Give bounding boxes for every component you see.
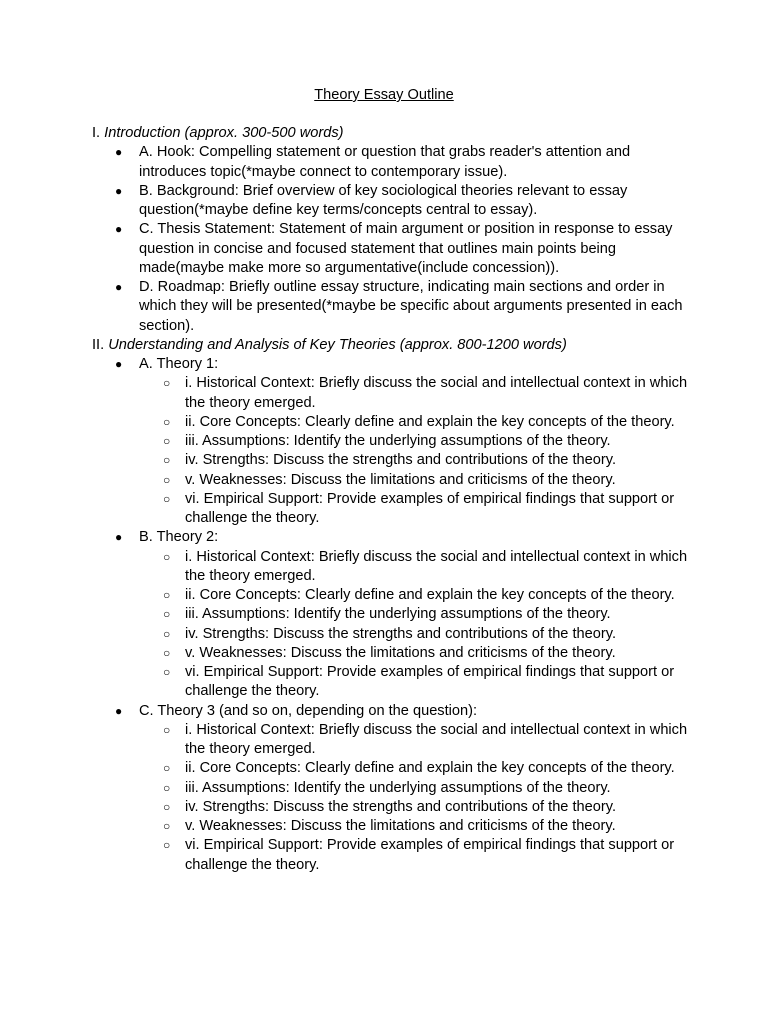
sub-list-item [139, 644, 692, 663]
sub-list-item-text: ii. Core Concepts: Clearly define and explain the key concepts of the theory. [185, 413, 675, 430]
sub-list-item [139, 663, 692, 702]
sub-list-item [139, 586, 692, 605]
sub-list-item-text: vi. Empirical Support: Provide examples of empirical findings that support or challenge the theory. [185, 490, 675, 526]
section-items [92, 355, 692, 875]
list-item-text: B. Background: Brief overview of key sociological theories relevant to essay question(*maybe define key terms/concepts central to essay). [139, 182, 628, 218]
sub-list-item [139, 432, 692, 451]
sub-list-item-text: i. Historical Context: Briefly discuss the social and intellectual context in which the theory emerged. [185, 548, 688, 584]
document-title: Theory Essay Outline [314, 87, 454, 103]
bullet-icon: ● [115, 280, 123, 294]
list-item-text: D. Roadmap: Briefly outline essay structure, indicating main sections and order in which they will be presented(*maybe be specific about arguments presented in each section). [139, 279, 683, 334]
section-heading [92, 124, 692, 143]
hollow-bullet-icon: ○ [163, 472, 171, 487]
hollow-bullet-icon: ○ [163, 588, 171, 602]
sub-list-item-text: iii. Assumptions: Identify the underlying assumptions of the theory. [185, 606, 611, 623]
hollow-bullet-icon: ○ [163, 626, 171, 641]
bullet-icon: ● [115, 145, 123, 160]
section-numeral: II. [92, 336, 109, 353]
hollow-bullet-icon: ○ [163, 491, 171, 506]
list-item [92, 182, 692, 221]
theory-heading: C. Theory 3 (and so on, depending on the question): [139, 702, 478, 719]
sub-list-item-text: v. Weaknesses: Discuss the limitations and criticisms of the theory. [185, 818, 616, 834]
hollow-bullet-icon: ○ [163, 819, 171, 833]
hollow-bullet-icon: ○ [163, 607, 171, 622]
theory-subitems [139, 548, 692, 702]
outline-content [92, 124, 692, 875]
sub-list-item [139, 759, 692, 778]
sub-list-item-text: v. Weaknesses: Discuss the limitations and criticisms of the theory. [185, 644, 616, 661]
theory-item [92, 355, 692, 528]
section-key-theories [92, 336, 692, 875]
hollow-bullet-icon: ○ [163, 645, 171, 660]
bullet-icon: ● [115, 183, 123, 198]
sub-list-item-text: iv. Strengths: Discuss the strengths and contributions of the theory. [185, 798, 617, 815]
hollow-bullet-icon: ○ [163, 761, 171, 776]
sub-list-item-text: ii. Core Concepts: Clearly define and explain the key concepts of the theory. [185, 587, 675, 603]
sub-list-item [139, 451, 692, 470]
sub-list-item [139, 605, 692, 624]
section-items [92, 143, 692, 336]
sub-list-item-text: vi. Empirical Support: Provide examples of empirical findings that support or challenge the theory. [185, 837, 675, 873]
hollow-bullet-icon: ○ [163, 453, 171, 468]
sub-list-item-text: iv. Strengths: Discuss the strengths and contributions of the theory. [185, 625, 617, 642]
sub-list-item [139, 548, 692, 587]
hollow-bullet-icon: ○ [163, 665, 171, 679]
sub-list-item [139, 490, 692, 529]
hollow-bullet-icon: ○ [163, 799, 171, 814]
section-title: Understanding and Analysis of Key Theories (approx. 800-1200 words) [108, 336, 567, 353]
bullet-icon: ● [115, 530, 123, 545]
theory-heading: A. Theory 1: [139, 356, 219, 372]
sub-list-item [139, 836, 692, 875]
theory-subitems [139, 721, 692, 875]
sub-list-item-text: v. Weaknesses: Discuss the limitations and criticisms of the theory. [185, 471, 616, 488]
theory-item [92, 702, 692, 875]
sub-list-item [139, 721, 692, 760]
section-introduction [92, 124, 692, 336]
hollow-bullet-icon: ○ [163, 780, 171, 795]
sub-list-item-text: iii. Assumptions: Identify the underlying assumptions of the theory. [185, 433, 611, 449]
theory-item [92, 528, 692, 701]
sub-list-item-text: iv. Strengths: Discuss the strengths and contributions of the theory. [185, 452, 617, 469]
bullet-icon: ● [115, 357, 123, 371]
hollow-bullet-icon: ○ [163, 722, 171, 737]
list-item [92, 278, 692, 336]
list-item-text: C. Thesis Statement: Statement of main argument or position in response to essay question in concise and focused statement that outlines main points being made(maybe make more so argumentative(include concession)). [139, 221, 673, 276]
sub-list-item [139, 374, 692, 413]
section-heading [92, 336, 692, 355]
sub-list-item-text: i. Historical Context: Briefly discuss the social and intellectual context in which the theory emerged. [185, 375, 688, 411]
hollow-bullet-icon: ○ [163, 549, 171, 564]
sub-list-item-text: i. Historical Context: Briefly discuss the social and intellectual context in which the theory emerged. [185, 721, 688, 757]
bullet-icon: ● [115, 703, 123, 718]
theory-heading: B. Theory 2: [139, 529, 219, 546]
sub-list-item [139, 471, 692, 490]
hollow-bullet-icon: ○ [163, 376, 171, 391]
hollow-bullet-icon: ○ [163, 434, 171, 448]
sub-list-item [139, 817, 692, 836]
sub-list-item-text: ii. Core Concepts: Clearly define and explain the key concepts of the theory. [185, 760, 675, 777]
hollow-bullet-icon: ○ [163, 414, 171, 429]
sub-list-item [139, 413, 692, 432]
hollow-bullet-icon: ○ [163, 838, 171, 853]
sub-list-item [139, 625, 692, 644]
sub-list-item [139, 798, 692, 817]
theory-subitems [139, 374, 692, 528]
list-item-text: A. Hook: Compelling statement or question that grabs reader's attention and introduces topic(*maybe connect to contemporary issue). [139, 144, 631, 180]
sub-list-item [139, 779, 692, 798]
list-item [92, 143, 692, 182]
section-numeral: I. [92, 125, 105, 141]
bullet-icon: ● [115, 222, 123, 237]
sub-list-item-text: iii. Assumptions: Identify the underlying assumptions of the theory. [185, 779, 611, 796]
section-title: Introduction (approx. 300-500 words) [104, 125, 344, 141]
list-item [92, 220, 692, 278]
sub-list-item-text: vi. Empirical Support: Provide examples of empirical findings that support or challenge the theory. [185, 664, 675, 700]
